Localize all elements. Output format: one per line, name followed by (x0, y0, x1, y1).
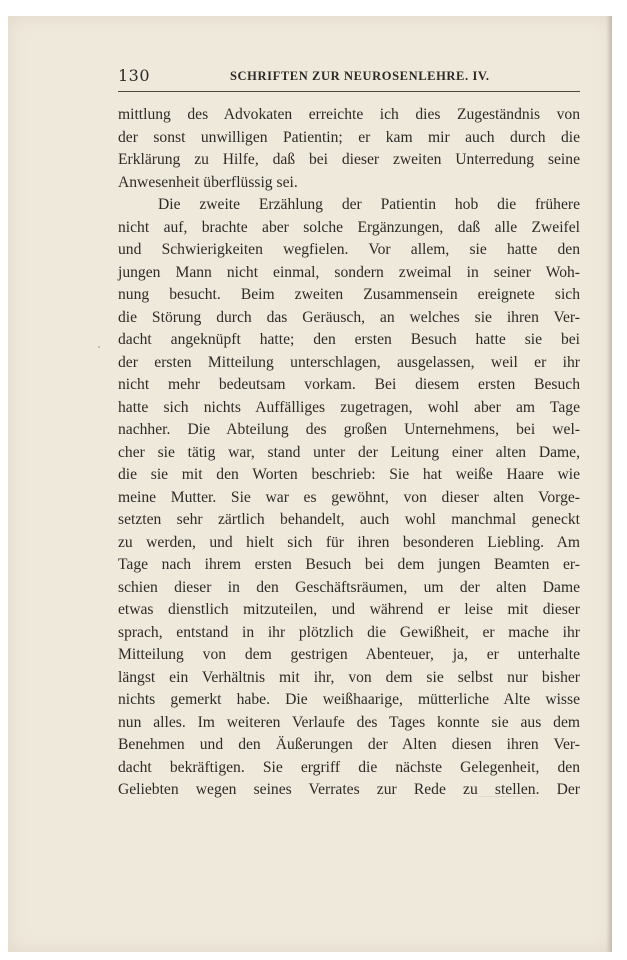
text-line: mittlung des Advokaten erreichte ich dies Zugeständnis von (118, 106, 580, 123)
text-line: dacht bekräftigen. Sie ergriff die nächste Gelegenheit, den (118, 758, 580, 776)
running-head (118, 64, 580, 88)
text-line: nachher. Die Abteilung des großen Unternehmens, bei wel- (118, 421, 580, 438)
text-line: meine Mutter. Sie war es gewöhnt, von dieser alten Vorge- (118, 488, 580, 506)
text-line: setzten sehr zärtlich behandelt, auch wohl manchmal geneckt (118, 511, 580, 528)
text-line: jungen Mann nicht einmal, sondern zweimal in seiner Woh- (118, 263, 580, 281)
text-line: der ersten Mitteilung unterschlagen, ausgelassen, weil er ihr (118, 353, 580, 371)
text-line: der sonst unwilligen Patientin; er kam mir auch durch die (118, 128, 580, 146)
text-line: und Schwierigkeiten wegfielen. Vor allem, sie hatte den (118, 241, 580, 258)
text-line: nichts gemerkt habe. Die weißhaarige, mütterliche Alte wisse (118, 691, 580, 708)
text-line: die sie mit den Worten beschrieb: Sie hat weiße Haare wie (118, 466, 580, 483)
text-line: Mitteilung von dem gestrigen Abenteuer, ja, er unterhalte (118, 646, 580, 663)
text-line: nung besucht. Beim zweiten Zusammensein ereignete sich (118, 286, 580, 303)
text-line: Benehmen und den Äußerungen der Alten diesen ihren Ver- (118, 736, 580, 753)
text-line: Die zweite Erzählung der Patientin hob die frühere (158, 196, 580, 213)
text-line: Erklärung zu Hilfe, daß bei dieser zweiten Unterredung seine (118, 151, 580, 168)
paper-speck (98, 346, 100, 348)
header-rule (118, 91, 580, 92)
text-line: zu werden, und hielt sich für ihren besonderen Liebling. Am (118, 533, 580, 551)
text-line: nun alles. Im weiteren Verlaufe des Tages konnte sie aus dem (118, 713, 580, 731)
page-edge-shadow (606, 16, 612, 952)
text-line: nicht auf, brachte aber solche Ergänzungen, daß alle Zweifel (118, 218, 580, 236)
text-line: Tage nach ihrem ersten Besuch bei dem jungen Beamten er- (118, 556, 580, 573)
text-line: längst ein Verhältnis mit ihr, von dem sie selbst nur bisher (118, 668, 580, 686)
text-line: Geliebten wegen seines Verrates zur Rede zu stellen. Der (118, 781, 580, 798)
text-line: sprach, entstand in ihr plötzlich die Gewißheit, er mache ihr (118, 623, 580, 641)
text-line: die Störung durch das Geräusch, an welches sie ihren Ver- (118, 308, 580, 326)
page-number: 130 (118, 66, 151, 85)
running-title: SCHRIFTEN ZUR NEUROSENLEHRE. IV. (230, 69, 490, 83)
text-line: etwas dienstlich mitzuteilen, und während er leise mit dieser (118, 601, 580, 618)
text-line: nicht mehr bedeutsam vorkam. Bei diesem ersten Besuch (118, 376, 580, 393)
text-line: hatte sich nichts Auffälliges zugetragen, wohl aber am Tage (118, 398, 580, 416)
body-text (118, 104, 580, 802)
text-line: Anwesenheit überflüssig sei. (118, 173, 298, 191)
text-line: cher sie tätig war, stand unter der Leitung einer alten Dame, (118, 443, 580, 461)
text-line: dacht angeknüpft hatte; den ersten Besuch hatte sie bei (118, 331, 580, 348)
text-line: schien dieser in den Geschäftsräumen, um der alten Dame (118, 578, 580, 596)
